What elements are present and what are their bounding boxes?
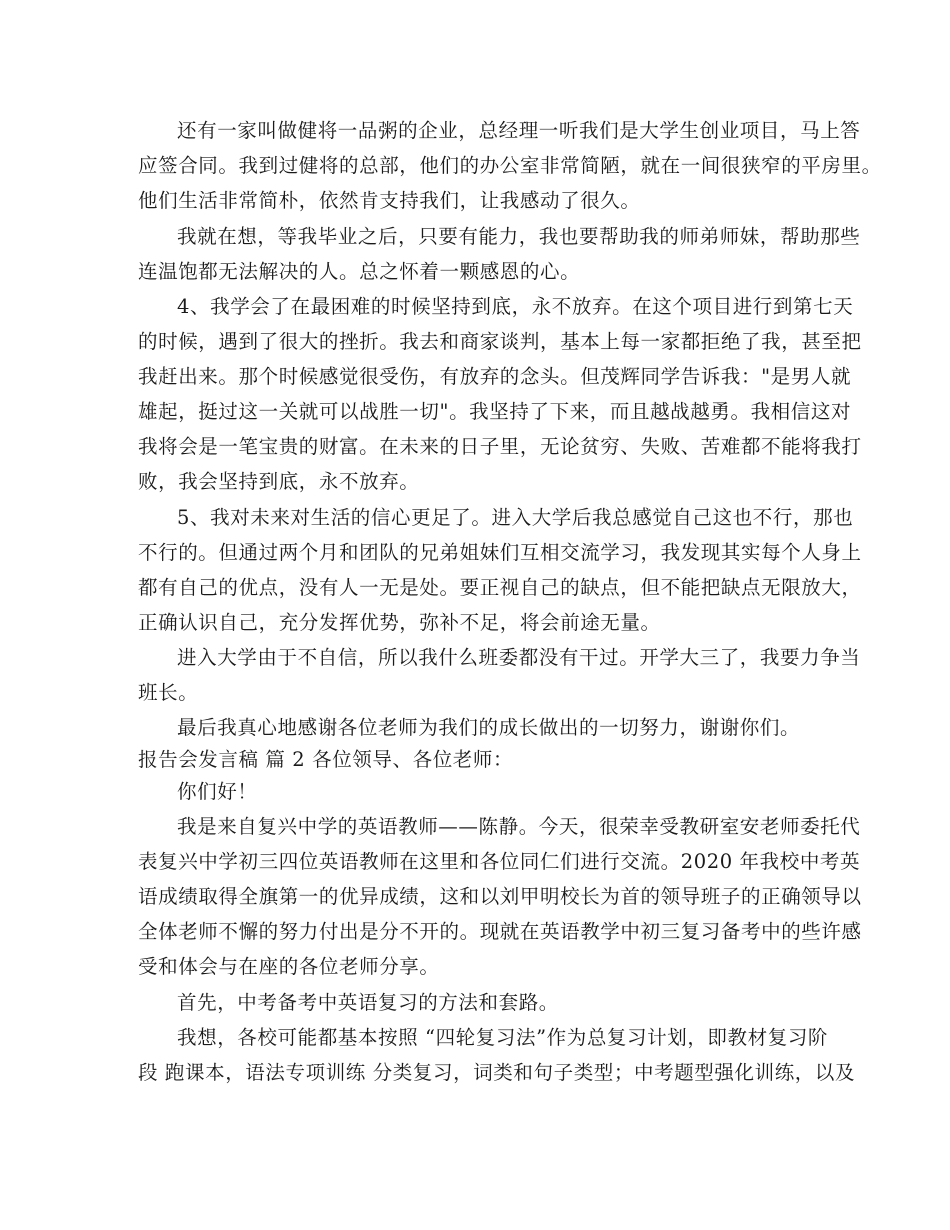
paragraph-line: 进入大学由于不自信，所以我什么班委都没有干过。开学大三了，我要力争当 bbox=[177, 646, 861, 669]
paragraph-line: 我赶出来。那个时候感觉很受伤，有放弃的念头。但茂辉同学告诉我："是男人就 bbox=[138, 365, 852, 388]
paragraph-line: 班长。 bbox=[138, 681, 199, 704]
paragraph-line: 4、我学会了在最困难的时候坚持到底，永不放弃。在这个项目进行到第七天 bbox=[177, 295, 854, 318]
paragraph-line: 全体老师不懈的努力付出是分不开的。现就在英语教学中初三复习备考中的些许感 bbox=[138, 920, 862, 943]
paragraph-line: 语成绩取得全旗第一的优异成绩，这和以刘甲明校长为首的领导班子的正确领导以 bbox=[138, 885, 862, 908]
section-heading: 报告会发言稿 篇 2 各位领导、各位老师： bbox=[138, 748, 514, 771]
paragraph-line: 连温饱都无法解决的人。总之怀着一颗感恩的心。 bbox=[138, 260, 581, 283]
paragraph-line: 受和体会与在座的各位老师分享。 bbox=[138, 955, 440, 978]
paragraph-line: 的时候，遇到了很大的挫折。我去和商家谈判，基本上每一家都拒绝了我，甚至把 bbox=[138, 330, 862, 353]
paragraph-line: 正确认识自己，充分发挥优势，弥补不足，将会前途无量。 bbox=[138, 611, 661, 634]
paragraph-line: 他们生活非常简朴，依然肯支持我们，让我感动了很久。 bbox=[138, 189, 641, 212]
greeting-line: 你们好！ bbox=[177, 780, 258, 803]
paragraph-line: 最后我真心地感谢各位老师为我们的成长做出的一切努力，谢谢你们。 bbox=[177, 716, 801, 739]
paragraph-line: 不行的。但通过两个月和团队的兄弟姐妹们互相交流学习，我发现其实每个人身上 bbox=[138, 541, 862, 564]
paragraph-line: 5、我对未来对生活的信心更足了。进入大学后我总感觉自己这也不行，那也 bbox=[177, 506, 854, 529]
paragraph-line: 表复兴中学初三四位英语教师在这里和各位同仁们进行交流。2020 年我校中考英 bbox=[138, 850, 861, 873]
paragraph-line: 雄起，挺过这一关就可以战胜一切"。我坚持了下来，而且越战越勇。我相信这对 bbox=[138, 400, 852, 423]
paragraph-line: 都有自己的优点，没有人一无是处。要正视自己的缺点，但不能把缺点无限放大， bbox=[138, 576, 862, 599]
paragraph-line: 段 跑课本，语法专项训练 分类复习，词类和句子类型；中考题型强化训练，以及 bbox=[138, 1061, 856, 1084]
paragraph-line: 我想，各校可能都基本按照 “四轮复习法”作为总复习计划，即教材复习阶 bbox=[177, 1026, 829, 1049]
paragraph-line: 我将会是一笔宝贵的财富。在未来的日子里，无论贫穷、失败、苦难都不能将我打 bbox=[138, 435, 862, 458]
paragraph-line: 首先，中考备考中英语复习的方法和套路。 bbox=[177, 991, 559, 1014]
paragraph-line: 败，我会坚持到底，永不放弃。 bbox=[138, 470, 420, 493]
paragraph-line: 应签合同。我到过健将的总部，他们的办公室非常简陋，就在一间很狭窄的平房里。 bbox=[138, 154, 882, 177]
paragraph-line: 我就在想，等我毕业之后，只要有能力，我也要帮助我的师弟师妹，帮助那些 bbox=[177, 225, 861, 248]
paragraph-line: 我是来自复兴中学的英语教师——陈静。今天，很荣幸受教研室安老师委托代 bbox=[177, 815, 861, 838]
paragraph-line: 还有一家叫做健将一品粥的企业，总经理一听我们是大学生创业项目，马上答 bbox=[177, 119, 861, 142]
